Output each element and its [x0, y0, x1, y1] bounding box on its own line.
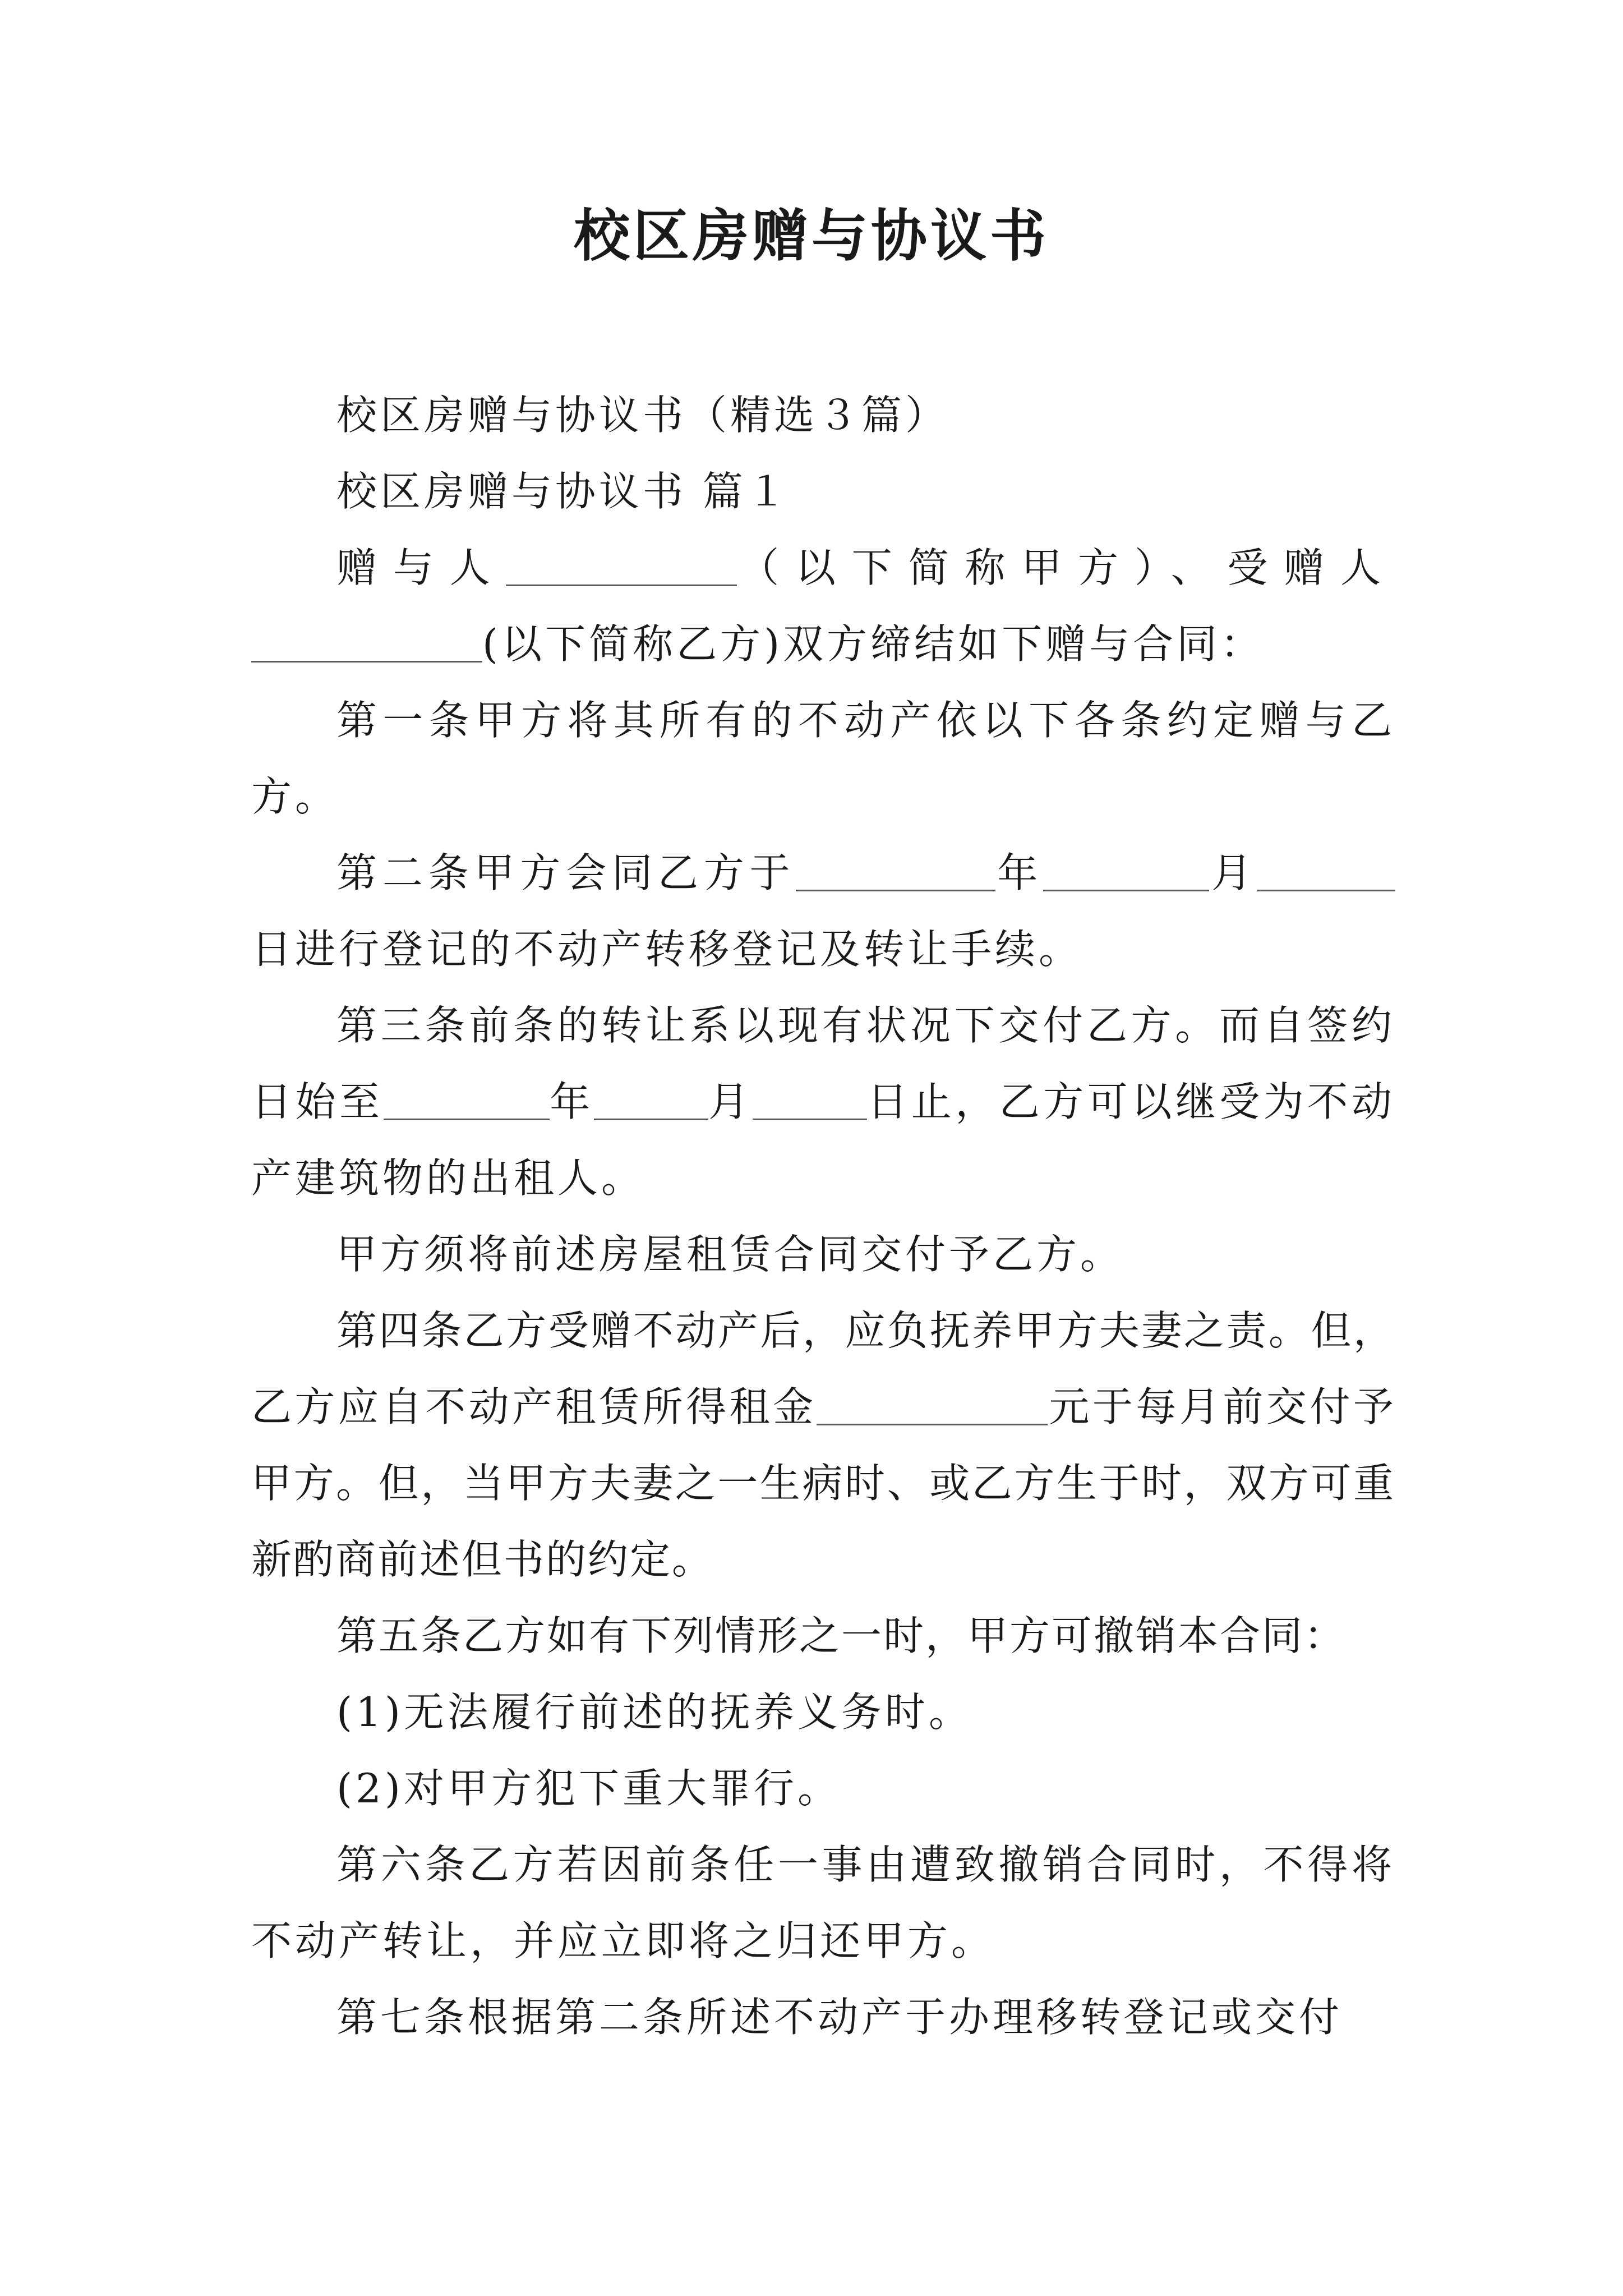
document-title: 校区房赠与协议书 [574, 203, 1049, 269]
donee-label: （以下简称甲方）、受赠人 [737, 544, 1395, 591]
article-6: 第六条乙方若因前条任一事由遭致撤销合同时，不得将不动产转让，并应立即将之归还甲方。 [251, 1841, 1395, 1964]
month-blank [1043, 849, 1209, 891]
article-3 [251, 987, 1395, 1216]
article-5-item-2: (2)对甲方犯下重大罪行。 [336, 1765, 841, 1812]
month-label: 月 [1209, 849, 1257, 896]
article-4-text-a: 第四条乙方受赠不动产后，应负抚养甲方夫妻之责。但，乙方应自不动产租赁所得租金 [251, 1307, 1395, 1430]
rent-amount-blank [817, 1383, 1048, 1425]
end-year-blank [384, 1078, 550, 1120]
year-blank [796, 849, 995, 891]
end-month-blank [594, 1078, 708, 1120]
donee-name-blank [251, 620, 482, 662]
end-month-label: 月 [708, 1078, 753, 1125]
article-2 [251, 835, 1395, 987]
document-body [251, 377, 1395, 2055]
document-subtitle: 校区房赠与协议书（精选３篇） [336, 392, 949, 439]
article-3-text-b: 日止，乙方可以继受为不动产建筑物的出租人。 [251, 1078, 1395, 1202]
article-5-item-1: (1)无法履行前述的抚养义务时。 [336, 1688, 972, 1736]
article-4 [251, 1292, 1395, 1598]
end-year-label: 年 [549, 1078, 594, 1125]
article-4-text-b: 元于每月前交付予甲方。但，当甲方夫妻之一生病时、或乙方生于时，双方可重新酌商前述但书的约定。 [251, 1383, 1395, 1583]
paragraph-parties [251, 530, 1395, 682]
article-2-text-a: 第二条甲方会同乙方于 [336, 849, 796, 896]
day-blank [1257, 849, 1395, 891]
article-2-text-b: 日进行登记的不动产转移登记及转让手续。 [251, 926, 1083, 973]
article-5: 第五条乙方如有下列情形之一时，甲方可撤销本合同： [336, 1612, 1347, 1659]
section-heading: 校区房赠与协议书 篇１ [336, 468, 790, 515]
parties-clause: (以下简称乙方)双方缔结如下赠与合同： [482, 620, 1265, 668]
donor-name-blank [506, 544, 737, 586]
article-3-text-a: 第三条前条的转让系以现有状况下交付乙方。而自签约日始至 [251, 1002, 1395, 1125]
donor-label: 赠与人 [336, 544, 506, 591]
article-7: 第七条根据第二条所述不动产于办理移转登记或交付 [336, 1994, 1343, 2041]
article-1: 第一条甲方将其所有的不动产依以下各条约定赠与乙方。 [251, 697, 1395, 820]
article-3-extra: 甲方须将前述房屋租赁合同交付予乙方。 [336, 1231, 1124, 1278]
year-label: 年 [995, 849, 1044, 896]
end-day-blank [753, 1078, 867, 1120]
